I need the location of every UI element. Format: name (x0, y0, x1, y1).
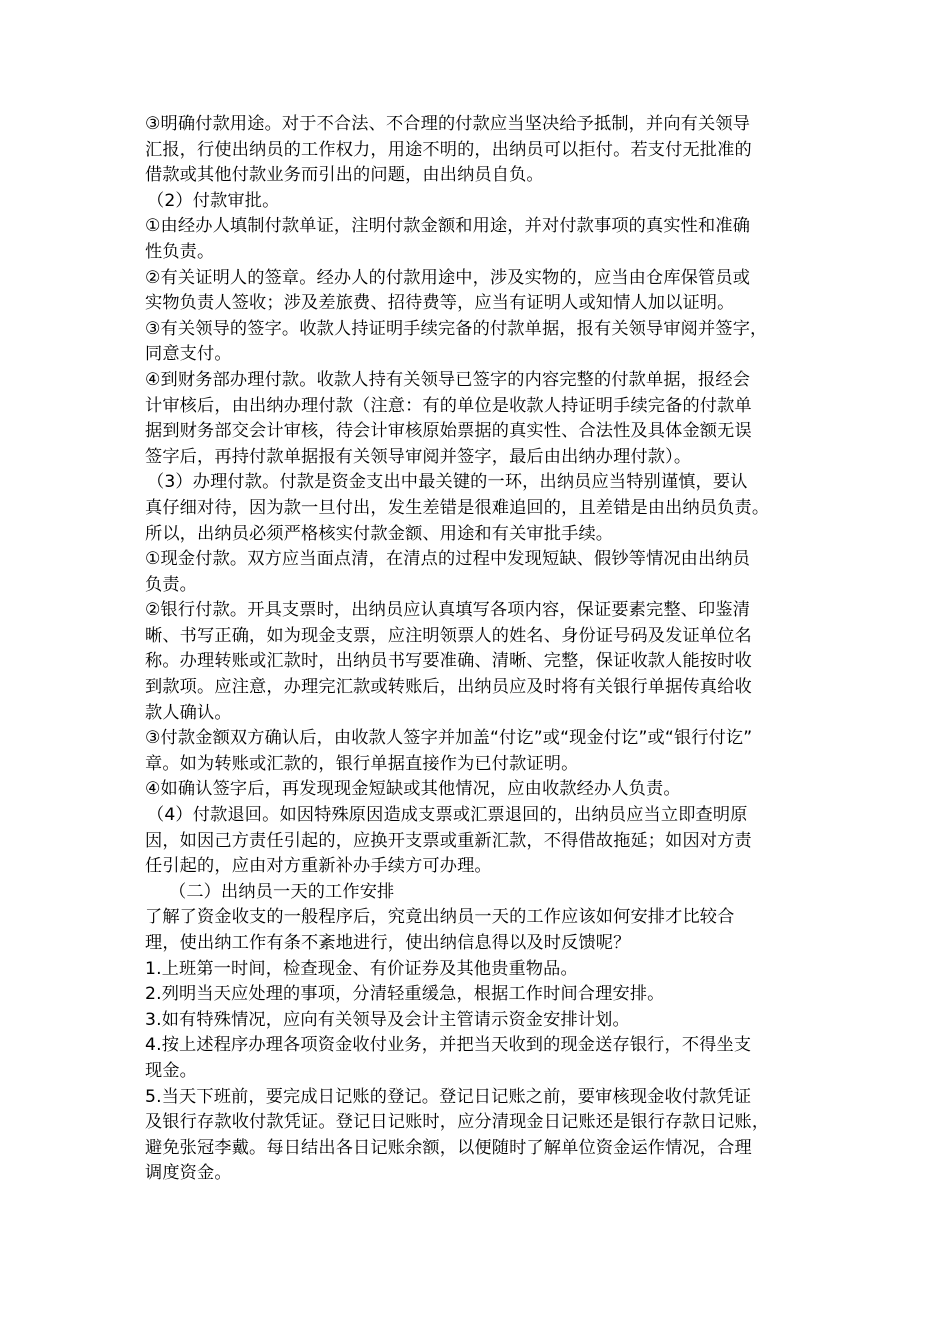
list-item: 1.上班第一时间，检查现金、有价证券及其他贵重物品。 (145, 958, 578, 979)
text-line: ②银行付款。开具支票时，出纳员应认真填写各项内容，保证要素完整、印鉴清 (145, 600, 751, 621)
text-line: 了解了资金收支的一般程序后，究竟出纳员一天的工作应该如何安排才比较合 (145, 907, 735, 928)
text-line: 签字后，再持付款单据报有关领导审阅并签字，最后由出纳办理付款）。 (145, 446, 692, 467)
text-line: 及银行存款收付款凭证。登记日记账时，应分清现金日记账还是银行存款日记账， (145, 1112, 770, 1133)
text-line: ④如确认签字后，再发现现金短缺或其他情况，应由收款经办人负责。 (145, 779, 681, 800)
section-heading: （2）付款审批。 (147, 190, 280, 211)
text-line: 现金。 (145, 1060, 198, 1081)
text-line: 晰、书写正确，如为现金支票，应注明领票人的姓名、身份证号码及发证单位名 (145, 625, 752, 646)
section-heading: （3）办理付款。付款是资金支出中最关键的一环，出纳员应当特别谨慎，要认 (147, 472, 748, 493)
text-line: ③明确付款用途。对于不合法、不合理的付款应当坚决给予抵制，并向有关领导 (145, 114, 751, 134)
text-line: ②有关证明人的签章。经办人的付款用途中，涉及实物的，应当由仓库保管员或 (145, 267, 751, 288)
list-item: 5.当天下班前，要完成日记账的登记。登记日记账之前，要审核现金收付款凭证 (145, 1086, 752, 1107)
list-item: 2.列明当天应处理的事项，分清轻重缓急，根据工作时间合理安排。 (145, 984, 665, 1005)
text-line: 计审核后，由出纳办理付款（注意：有的单位是收款人持证明手续完备的付款单 (145, 395, 752, 416)
text-line: ①由经办人填制付款单证，注明付款金额和用途，并对付款事项的真实性和准确 (145, 216, 751, 237)
text-line: 到款项。应注意，办理完汇款或转账后，出纳员应及时将有关银行单据传真给收 (145, 677, 752, 698)
text-line: 据到财务部交会计审核，待会计审核原始票据的真实性、合法性及具体金额无误 (145, 421, 752, 442)
list-item: 4.按上述程序办理各项资金收付业务，并把当天收到的现金送存银行，不得坐支 (145, 1035, 752, 1056)
text-line: 款人确认。 (145, 702, 232, 723)
document-body (145, 112, 815, 1187)
text-line: 称。办理转账或汇款时，出纳员书写要准确、清晰、完整，保证收款人能按时收 (145, 651, 752, 672)
text-line: 调度资金。 (145, 1163, 232, 1184)
text-line: 汇报，行使出纳员的工作权力，用途不明的，出纳员可以拒付。若支付无批准的 (145, 139, 752, 160)
text-line: 避免张冠李戴。每日结出各日记账余额，以便随时了解单位资金运作情况，合理 (145, 1137, 752, 1158)
text-line: 章。如为转账或汇款的，银行单据直接作为已付款证明。 (145, 753, 579, 774)
text-line: 负责。 (145, 574, 198, 595)
text-line: 理，使出纳工作有条不紊地进行，使出纳信息得以及时反馈呢？ (145, 933, 631, 953)
text-line: ③付款金额双方确认后，由收款人签字并加盖“付讫”或“现金付讫”或“银行付讫” (145, 728, 753, 749)
text-line: 任引起的，应由对方重新补办手续方可办理。 (145, 856, 492, 877)
chapter-heading: （二）出纳员一天的工作安排 (169, 881, 395, 902)
text-line: 真仔细对待，因为款一旦付出，发生差错是很难追回的，且差错是由出纳员负责。 (145, 497, 770, 518)
text-line: 性负责。 (145, 241, 215, 262)
text-line: 因，如因己方责任引起的，应换开支票或重新汇款，不得借故拖延；如因对方责 (145, 830, 752, 851)
text-line: 借款或其他付款业务而引出的问题，由出纳员自负。 (145, 165, 544, 186)
text-line: 实物负责人签收；涉及差旅费、招待费等，应当有证明人或知情人加以证明。 (145, 293, 735, 314)
text-line: 同意支付。 (145, 344, 232, 365)
text-line: ③有关领导的签字。收款人持证明手续完备的付款单据，报有关领导审阅并签字， (145, 318, 768, 339)
list-item: 3.如有特殊情况，应向有关领导及会计主管请示资金安排计划。 (145, 1009, 630, 1030)
section-heading: （4）付款退回。如因特殊原因造成支票或汇票退回的，出纳员应当立即查明原 (147, 805, 748, 826)
text-line: ①现金付款。双方应当面点清，在清点的过程中发现短缺、假钞等情况由出纳员 (145, 549, 751, 570)
text-line: ④到财务部办理付款。收款人持有关领导已签字的内容完整的付款单据，报经会 (145, 369, 751, 390)
text-line: 所以，出纳员必须严格核实付款金额、用途和有关审批手续。 (145, 523, 614, 544)
